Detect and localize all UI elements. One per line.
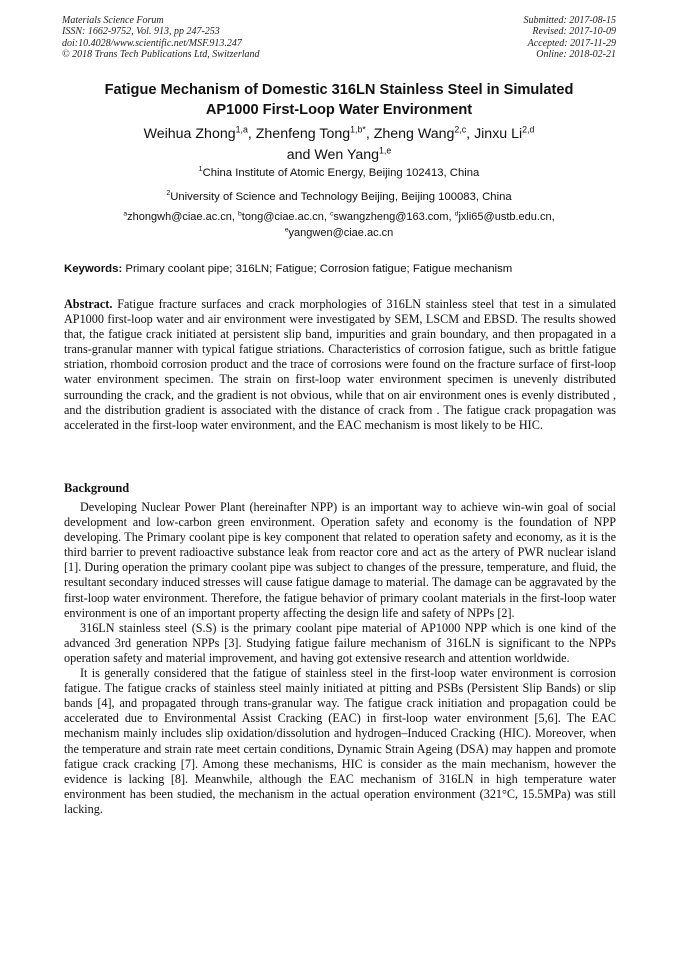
keywords (64, 262, 616, 276)
title-line-2: AP1000 First-Loop Water Environment (205, 101, 473, 118)
keywords-text: Primary coolant pipe; 316LN; Fatigue; Corrosion fatigue; Fatigue mechanism (125, 263, 513, 275)
author-name: Jinxu Li (474, 126, 523, 142)
author-line-1 (40, 124, 638, 145)
date-accepted: Accepted: 2017-11-29 (527, 37, 616, 49)
paragraph: It is generally considered that the fatigue of stainless steel in the first-loop water environment is corrosion fatigue. The fatigue cracks of stainless steel mainly initiated at pitting and PSBs (Persistent Slip Bands) or slip bands [4], and propagated through trans-granular way. The fatigue crack initiation and propagation could be accelerated due to Environmental Assist Cracking (EAC) in first-loop water environment [5,6]. The EAC mechanism mainly includes slip oxidation/dissolution and hydrogen–Induced Cracking (HIC). Moreover, when the temperature and strain rate meet certain conditions, Dynamic Strain Ageing (DSA) may happen and promote fatigue crack cracking [7]. Among these mechanisms, HIC is consider as the main mechanism, however the evidence is lacking [8]. Meanwhile, although the EAC mechanism of 316LN in high temperature water environment has been studied, the mechanism in the actual operation environment (321°C, 15.5MPa) was still lacking. (64, 666, 616, 816)
date-online: Online: 2018-02-21 (536, 48, 616, 60)
author-line-2 (40, 145, 638, 166)
paragraph: Developing Nuclear Power Plant (hereinafter NPP) is an important way to achieve win-win goal of social development and low-carbon green environment. Operation safety and economy is the foundation of NPP developing. The Primary coolant pipe is key component that related to operation safety and economy, as it is the third barrier to prevent radioactive substance leak from reactor core and act as the artery of PWR nuclear island [1]. During operation the primary coolant pipe was subject to changes of the pressure, temperature, and fluid, the resultant secondary induced stresses will cause fatigue damage to material. The damage can be aggravated by the first-loop water environment. Therefore, the fatigue behavior of primary coolant materials in the first-loop water environment is one of an important property affecting the design life and safety of NPPs [2]. (64, 500, 616, 620)
email-line-1 (40, 210, 638, 226)
email-mark: c (330, 210, 334, 218)
keywords-label: Keywords: (64, 263, 123, 275)
email-address: jxli65@ustb.edu.cn, (458, 211, 555, 223)
email-mark: a (123, 210, 128, 218)
date-submitted: Submitted: 2017-08-15 (523, 15, 616, 26)
email-address: yangwen@ciae.ac.cn (288, 226, 394, 239)
affiliation-mark: 2 (166, 190, 171, 198)
author-name: and Wen Yang (286, 147, 380, 163)
author-emails (40, 210, 638, 241)
author-name: Weihua Zhong (143, 126, 236, 142)
email-mark: d (454, 210, 459, 218)
author-affiliation-mark: 2,c (454, 124, 467, 135)
affiliation-text: China Institute of Atomic Energy, Beijing 102413, China (202, 167, 480, 179)
title-line-1: Fatigue Mechanism of Domestic 316LN Stainless Steel in Simulated (104, 82, 574, 98)
email-mark: e (284, 225, 289, 233)
date-revised: Revised: 2017-10-09 (532, 26, 616, 38)
email-address: tong@ciae.ac.cn, (241, 211, 331, 223)
paragraph: 316LN stainless steel (S.S) is the primary coolant pipe material of AP1000 NPP which is one kind of the advanced 3rd generation NPPs [3]. Studying fatigue failure mechanism of 316LN is significant to the NPPs operation safety and material improvement, and having got extensive research and attention worldwide. (64, 620, 616, 665)
background-section (64, 500, 616, 817)
abstract (64, 297, 616, 433)
author-list (40, 124, 638, 166)
email-address: swangzheng@163.com, (333, 211, 455, 223)
journal-name: Materials Science Forum (62, 15, 164, 26)
author-affiliation-mark: 1,b* (350, 124, 366, 135)
journal-copyright: © 2018 Trans Tech Publications Ltd, Switzerland (62, 48, 260, 60)
author-name: Zheng Wang (373, 126, 455, 142)
author-separator: , (365, 126, 374, 142)
author-affiliation-mark: 2,d (522, 124, 535, 135)
journal-header-right (524, 15, 617, 60)
affiliation-mark: 1 (198, 166, 203, 174)
affiliation-text: University of Science and Technology Beijing, Beijing 100083, China (170, 191, 512, 203)
journal-issn: ISSN: 1662-9752, Vol. 913, pp 247-253 (62, 26, 220, 38)
email-line-2 (40, 226, 638, 242)
author-separator: , (466, 126, 475, 142)
email-address: zhongwh@ciae.ac.cn, (127, 211, 238, 223)
author-affiliation-mark: 1,a (235, 124, 248, 135)
section-heading-background: Background (64, 481, 130, 495)
journal-header-left (62, 15, 260, 60)
email-mark: b (238, 210, 242, 218)
abstract-text: Fatigue fracture surfaces and crack morphologies of 316LN stainless steel that test in a simulated AP1000 first-loop water and air environment were investigated by SEM, LSCM and EBSD. The results showed that, the fatigue crack initiated at persistent slip band, impurities and grain boundary, and then propagated in a trans-granular manner with typical fatigue striations. Characteristics of corrosion fatigue, such as brittle fatigue striation, rhomboid corrosion product and the trace of corrosions were found on the fracture surface of first-loop water environment specimen. The strain on first-loop water environment specimen is unevenly distributed surrounding the crack, and the gradient is not obvious, while that on air environment ones is evenly distributed , and the distribution gradient is associated with the distance of crack from . The fatigue crack propagation was accelerated in the first-loop water environment, and the EAC mechanism is most likely to be HIC. (64, 297, 616, 432)
affiliation-1 (40, 166, 638, 180)
author-name: Zhenfeng Tong (255, 126, 351, 142)
affiliation-2 (40, 190, 638, 204)
author-affiliation-mark: 1,e (379, 145, 392, 156)
paper-title (40, 81, 638, 120)
journal-doi: doi:10.4028/www.scientific.net/MSF.913.247 (62, 37, 242, 49)
author-separator: , (247, 126, 256, 142)
abstract-label: Abstract. (64, 297, 113, 311)
